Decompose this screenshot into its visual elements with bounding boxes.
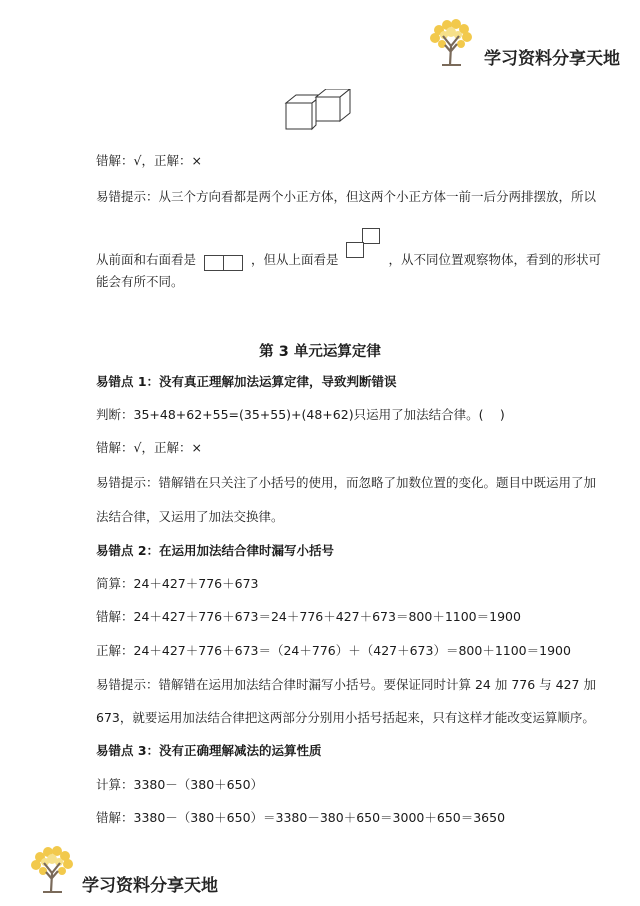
point3-wrong: 错解：3380－（380＋650）＝3380－380＋650＝3000＋650＝3650 <box>96 810 506 825</box>
footer-logo-text: 学习资料分享天地 <box>82 876 218 896</box>
cube-figure <box>282 89 354 133</box>
point2-title: 易错点 2：在运用加法结合律时漏写小括号 <box>96 543 335 558</box>
top-view-shape <box>346 240 380 268</box>
point1-question: 判断：35+48+62+55=(35+55)+(48+62)只运用了加法结合律。( ) <box>96 407 505 422</box>
top-tip-part-c: ，从不同位置观察物体，看到的形状可 <box>388 252 601 267</box>
point1-tip-1: 易错提示：错解错在只关注了小括号的使用，而忽略了加数位置的变化。题目中既运用了加 <box>96 475 597 490</box>
top-tip-part-a: 从前面和右面看是 <box>96 252 197 267</box>
point2-right: 正解：24＋427＋776＋673＝（24＋776）＋（427＋673）＝800＋1100＝1900 <box>96 643 571 658</box>
tree-logo-icon <box>425 18 477 68</box>
point2-tip-2: 673，就要运用加法结合律把这两部分分别用小括号括起来，只有这样才能改变运算顺序。 <box>96 710 595 725</box>
point1-answer: 错解：√，正解：× <box>96 440 202 455</box>
point3-title: 易错点 3：没有正确理解减法的运算性质 <box>96 743 322 758</box>
top-tip-line-3: 能会有所不同。 <box>96 274 184 289</box>
top-tip-line-1: 易错提示：从三个方向看都是两个小正方体，但这两个小正方体一前一后分两排摆放，所以 <box>96 189 597 204</box>
tree-logo-icon <box>26 845 78 895</box>
top-tip-line-2 <box>96 240 601 271</box>
header-logo-text: 学习资料分享天地 <box>484 49 620 69</box>
top-answer-line: 错解：√，正解：× <box>96 153 202 168</box>
point1-tip-2: 法结合律，又运用了加法交换律。 <box>96 509 284 524</box>
point3-question: 计算：3380－（380＋650） <box>96 777 264 792</box>
point2-tip-1: 易错提示：错解错在运用加法结合律时漏写小括号。要保证同时计算 24 加 776 与 427 加 <box>96 677 596 692</box>
point2-wrong: 错解：24＋427＋776＋673＝24＋776＋427＋673＝800＋1100＝1900 <box>96 609 521 624</box>
point1-title: 易错点 1：没有真正理解加法运算定律，导致判断错误 <box>96 374 397 389</box>
front-view-shape <box>204 254 243 271</box>
section-title: 第 3 单元运算定律 <box>259 344 381 360</box>
top-tip-part-b: ，但从上面看是 <box>250 252 339 267</box>
point2-question: 简算：24＋427＋776＋673 <box>96 576 259 591</box>
